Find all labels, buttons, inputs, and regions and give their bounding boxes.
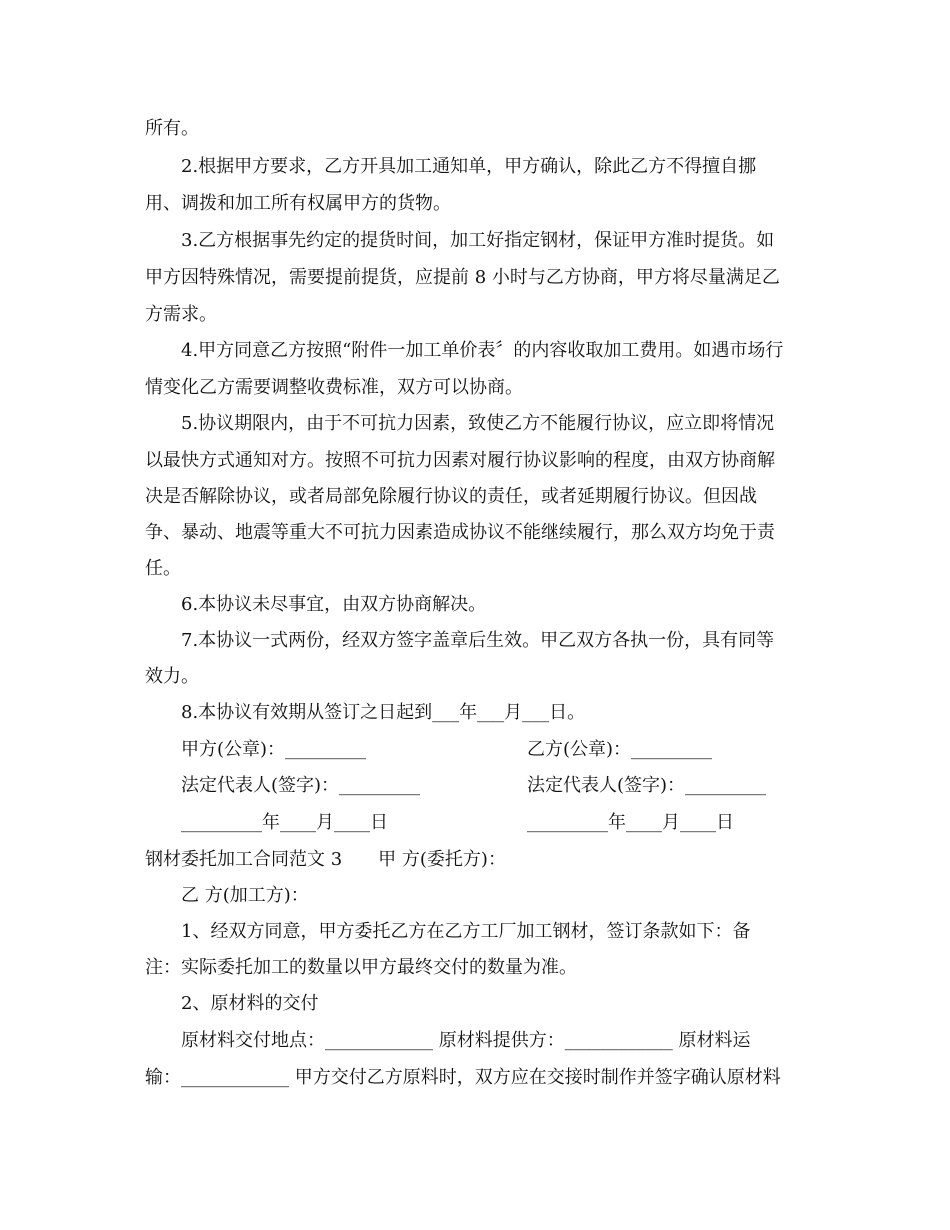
party-a-representative-line: 法定代表人(签字)：_________ [181, 775, 421, 796]
text-line: 输：____________ 甲方交付乙方原料时，双方应在交接时制作并签字确认原材料 [145, 1067, 781, 1088]
party-b-seal-line: 乙方(公章)：_________ [527, 739, 713, 760]
text-line: 任。 [145, 558, 181, 579]
text-line: 用、调拨和加工所有权属甲方的货物。 [145, 193, 451, 214]
party-a-seal-line: 甲方(公章)：_________ [181, 739, 367, 760]
text-line: 决是否解除协议，或者局部免除履行协议的责任，或者延期履行协议。但因战 [145, 486, 757, 507]
text-line: 争、暴动、地震等重大不可抗力因素造成协议不能继续履行，那么双方均免于责 [145, 522, 775, 543]
text-line: 乙 方(加工方)： [181, 885, 309, 906]
text-line: 7.本协议一式两份，经双方签字盖章后生效。甲乙双方各执一份，具有同等 [181, 630, 775, 651]
text-line: 以最快方式通知对方。按照不可抗力因素对履行协议影响的程度，由双方协商解 [145, 450, 775, 471]
section-heading: 钢材委托加工合同范文 3 甲 方(委托方)： [145, 849, 506, 870]
text-line: 效力。 [145, 666, 199, 687]
party-b-date-line: _________年____月____日 [527, 812, 734, 833]
text-line: 8.本协议有效期从签订之日起到___年___月___日。 [181, 702, 586, 723]
text-line: 6.本协议未尽事宜，由双方协商解决。 [181, 594, 487, 615]
text-line: 方需求。 [145, 304, 217, 325]
text-line: 注：实际委托加工的数量以甲方最终交付的数量为准。 [145, 957, 577, 978]
party-b-representative-line: 法定代表人(签字)：_________ [527, 775, 767, 796]
text-line: 5.协议期限内，由于不可抗力因素，致使乙方不能履行协议，应立即将情况 [181, 413, 775, 434]
text-line: 情变化乙方需要调整收费标准，双方可以协商。 [145, 377, 523, 398]
party-a-date-line: _________年____月____日 [181, 812, 388, 833]
text-line: 2、原材料的交付 [181, 993, 319, 1014]
text-line: 3.乙方根据事先约定的提货时间，加工好指定钢材，保证甲方准时提货。如 [181, 230, 775, 251]
text-line: 4.甲方同意乙方按照“附件一加工单价表〞的内容收取加工费用。如遇市场行 [181, 340, 784, 361]
text-line: 1、经双方同意，甲方委托乙方在乙方工厂加工钢材，签订条款如下：备 [181, 921, 751, 942]
text-line: 所有。 [145, 118, 199, 139]
text-line: 原材料交付地点：____________ 原材料提供方：____________ 原材料运 [181, 1030, 751, 1051]
text-line: 甲方因特殊情况，需要提前提货，应提前 8 小时与乙方协商，甲方将尽量满足乙 [145, 267, 780, 288]
text-line: 2.根据甲方要求，乙方开具加工通知单，甲方确认，除此乙方不得擅自挪 [181, 156, 757, 177]
